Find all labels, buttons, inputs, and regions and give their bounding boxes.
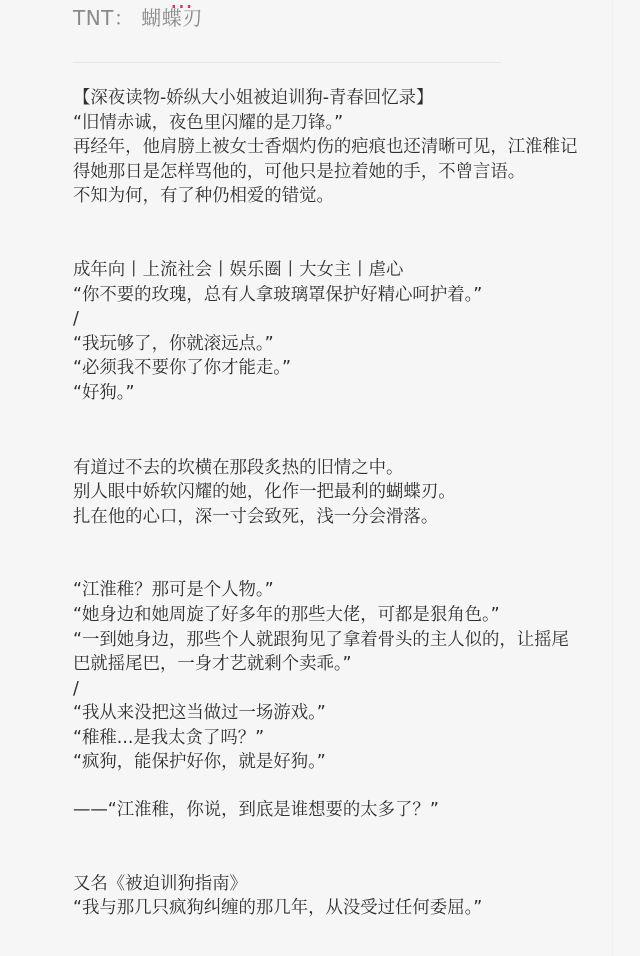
section-gap xyxy=(73,209,583,258)
paragraph-line: 成年向丨上流社会丨娱乐圈丨大女主丨虐心 xyxy=(73,259,404,280)
partial-top-title: ... xyxy=(170,0,193,14)
paragraph-line: 有道过不去的坎横在那段炙热的旧情之中。 xyxy=(73,457,404,478)
paragraph-line: 又名《被迫训狗指南》 xyxy=(73,873,247,894)
paragraph-line: 别人眼中娇软闪耀的她，化作一把最利的蝴蝶刃。 xyxy=(73,482,456,503)
paragraph-line: “我从来没把这当做过一场游戏。” xyxy=(73,703,326,724)
section-gap xyxy=(73,823,583,872)
paragraph-line: “疯狗，能保护好你，就是好狗。” xyxy=(73,752,326,773)
paragraph-line: / xyxy=(73,678,79,699)
paragraph-line: 再经年，他肩膀上被女士香烟灼伤的疤痕也还清晰可见，江淮稚记得她那日是怎样骂他的，可他只是拉着她的手，不曾言语。 xyxy=(73,137,578,182)
paragraph-line: “必须我不要你了你才能走。” xyxy=(73,358,292,379)
article-subtitle: TNT： 蝴蝶刃 xyxy=(73,6,203,30)
paragraph-line: “她身边和她周旋了好多年的那些大佬，可都是狠角色。” xyxy=(73,604,500,625)
paragraph-line: “好狗。” xyxy=(73,382,135,403)
article-body xyxy=(73,86,583,921)
paragraph-line: ——“江淮稚，你说，到底是谁想要的太多了？” xyxy=(73,800,439,821)
paragraph-line: “旧情赤诚，夜色里闪耀的是刀锋。” xyxy=(73,112,344,133)
section-gap xyxy=(73,529,583,578)
paragraph-line: “我玩够了，你就滚远点。” xyxy=(73,333,274,354)
paragraph-line: 不知为何，有了种仍相爱的错觉。 xyxy=(73,186,334,207)
paragraph-line: “我与那几只疯狗纠缠的那几年，从没受过任何委屈。” xyxy=(73,898,483,919)
section-gap xyxy=(73,775,583,798)
paragraph-line: “稚稚...是我太贪了吗？” xyxy=(73,727,265,748)
header-divider xyxy=(73,62,501,63)
paragraph-line: “江淮稚？那可是个人物。” xyxy=(73,580,274,601)
paragraph-line: “你不要的玫瑰，总有人拿玻璃罩保护好精心呵护着。” xyxy=(73,284,483,305)
paragraph-line: / xyxy=(73,309,79,330)
paragraph-line: 扎在他的心口，深一寸会致死，浅一分会滑落。 xyxy=(73,506,439,527)
right-edge-divider xyxy=(612,0,613,956)
paragraph-line: “一到她身边，那些个人就跟狗见了拿着骨头的主人似的，让摇尾巴就摇尾巴，一身才艺就剩个卖乖。” xyxy=(73,629,569,675)
section-gap xyxy=(73,406,583,456)
paragraph-line: 【深夜读物-娇纵大小姐被迫训狗-青春回忆录】 xyxy=(73,88,434,108)
